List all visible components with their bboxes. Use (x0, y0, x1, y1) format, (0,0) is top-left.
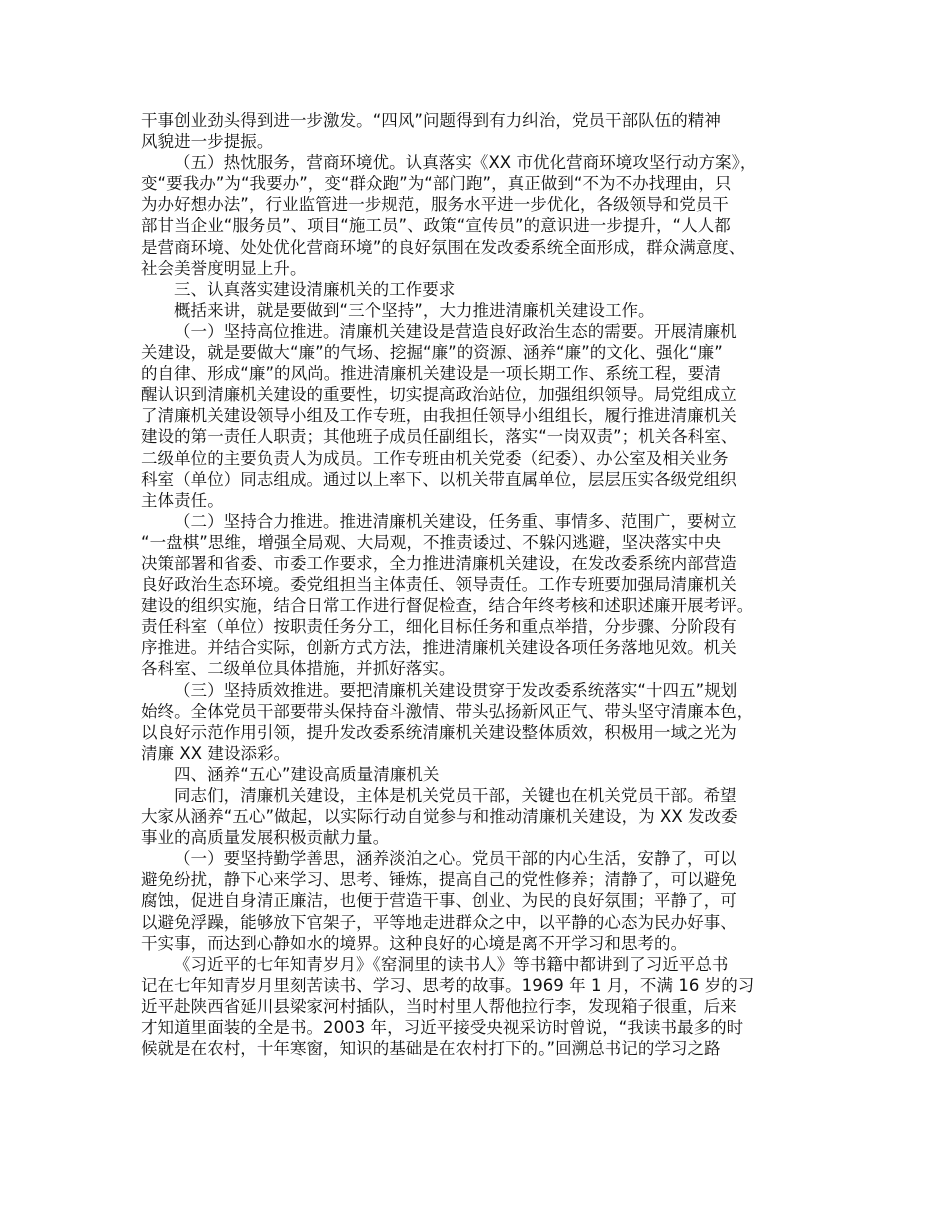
paragraph-start: 概括来讲，就是要做到“三个坚持”，大力推进清廉机关建设工作。 (174, 300, 655, 320)
text-line: “一盘棋”思维，增强全局观、大局观，不推责诿过、不躲闪逃避，坚决落实中央 (141, 532, 721, 552)
section-heading: 三、认真落实建设清廉机关的工作要求 (174, 279, 456, 299)
text-line: 风貌进一步提振。 (141, 132, 274, 152)
text-line: 了清廉机关建设领导小组及工作专班，由我担任领导小组组长，履行推进清廉机关 (141, 406, 737, 426)
text-line: 关建设，就是要做大“廉”的气场、挖掘“廉”的资源、涵养“廉”的文化、强化“廉” (141, 343, 723, 363)
text-line: 部甘当企业“服务员”、项目“施工员”、政策“宣传员”的意识进一步提升，“人人都 (141, 216, 731, 236)
text-line: 是营商环境、处处优化营商环境”的良好氛围在发改委系统全面形成，群众满意度、 (141, 237, 746, 257)
text-line: 二级单位的主要负责人为成员。工作专班由机关党委（纪委）、办公室及相关业务 (141, 448, 729, 468)
text-line: 干实事，而达到心静如水的境界。这种良好的心境是离不开学习和思考的。 (141, 933, 688, 953)
text-line: 候就是在农村，十年寒窗，知识的基础是在农村打下的。”回溯总书记的学习之路 (141, 1039, 721, 1059)
text-line: 记在七年知青岁月里刻苦读书、学习、思考的故事。1969 年 1 月，不满 16 岁的习 (141, 975, 755, 995)
document-page (141, 110, 831, 1059)
text-line: 各科室、二级单位具体措施，并抓好落实。 (141, 659, 456, 679)
text-line: 事业的高质量发展积极贡献力量。 (141, 828, 390, 848)
text-line: 醒认识到清廉机关建设的重要性，切实提高政治站位，加强组织领导。局党组成立 (141, 385, 737, 405)
text-line: 避免纷扰，静下心来学习、思考、锤炼，提高自己的党性修养；清静了，可以避免 (141, 870, 737, 890)
text-line: 近平赴陕西省延川县梁家河村插队，当时村里人帮他拉行李，发现箱子很重，后来 (141, 996, 737, 1016)
text-line: 建设的组织实施，结合日常工作进行督促检查，结合年终考核和述职述廉开展考评。 (141, 596, 754, 616)
text-line: 干事创业劲头得到进一步激发。“四风”问题得到有力纠治，党员干部队伍的精神 (141, 111, 721, 130)
text-line: 大家从涵养“五心”做起，以实际行动自觉参与和推动清廉机关建设，为 XX 发改委 (141, 807, 738, 827)
text-line: 责任科室（单位）按职责任务分工，细化目标任务和重点举措，分步骤、分阶段有 (141, 617, 737, 637)
paragraph-start: （一）坚持高位推进。清廉机关建设是营造良好政治生态的需要。开展清廉机 (174, 321, 737, 341)
text-line: 始终。全体党员干部要带头保持奋斗激情、带头弘扬新风正气、带头坚守清廉本色， (141, 701, 754, 721)
text-line: 良好政治生态环境。委党组担当主体责任、领导责任。工作专班要加强局清廉机关 (141, 575, 737, 595)
text-line: 腐蚀，促进自身清正廉洁，也便于营造干事、创业、为民的良好氛围；平静了，可 (141, 891, 737, 911)
text-line: 序推进。并结合实际，创新方式方法，推进清廉机关建设各项任务落地见效。机关 (141, 638, 737, 658)
paragraph-start: （一）要坚持勤学善思，涵养淡泊之心。党员干部的内心生活，安静了，可以 (174, 849, 737, 869)
text-line: 主体责任。 (141, 490, 224, 510)
text-line: 变“要我办”为“我要办”，变“群众跑”为“部门跑”，真正做到“不为不办找理由，只 (141, 174, 732, 194)
text-line: 科室（单位）同志组成。通过以上率下、以机关带直属单位，层层压实各级党组织 (141, 469, 737, 489)
text-line: 的自律、形成“廉”的风尚。推进清廉机关建设是一项长期工作、系统工程，要清 (141, 364, 721, 384)
text-line: 以良好示范作用引领，提升发改委系统清廉机关建设整体质效，积极用一域之光为 (141, 722, 737, 742)
text-line: 才知道里面装的全是书。2003 年，习近平接受央视采访时曾说，“我读书最多的时 (141, 1018, 744, 1038)
text-line: 为办好想办法”，行业监管进一步规范，服务水平进一步优化，各级领导和党员干 (141, 195, 729, 215)
paragraph-start: 同志们，清廉机关建设，主体是机关党员干部，关键也在机关党员干部。希望 (174, 786, 737, 805)
text-line: 决策部署和省委、市委工作要求，全力推进清廉机关建设，在发改委系统内部营造 (141, 553, 737, 573)
paragraph-start: （五）热忱服务，营商环境优。认真落实《XX 市优化营商环境攻坚行动方案》， (174, 153, 757, 173)
section-heading: 四、涵养“五心”建设高质量清廉机关 (174, 764, 440, 784)
text-line: 社会美誉度明显上升。 (141, 258, 307, 278)
paragraph-start: （二）坚持合力推进。推进清廉机关建设，任务重、事情多、范围广，要树立 (174, 511, 737, 531)
text-line: 以避免浮躁，能够放下官架子，平等地走进群众之中，以平静的心态为民办好事、 (141, 912, 737, 932)
paragraph-start: （三）坚持质效推进。要把清廉机关建设贯穿于发改委系统落实“十四五”规划 (174, 680, 738, 700)
paragraph-start: 《习近平的七年知青岁月》《窑洞里的读书人》等书籍中都讲到了习近平总书 (174, 954, 729, 974)
text-line: 清廉 XX 建设添彩。 (141, 743, 291, 763)
text-line: 建设的第一责任人职责；其他班子成员任副组长，落实“一岗双责”；机关各科室、 (141, 427, 738, 447)
